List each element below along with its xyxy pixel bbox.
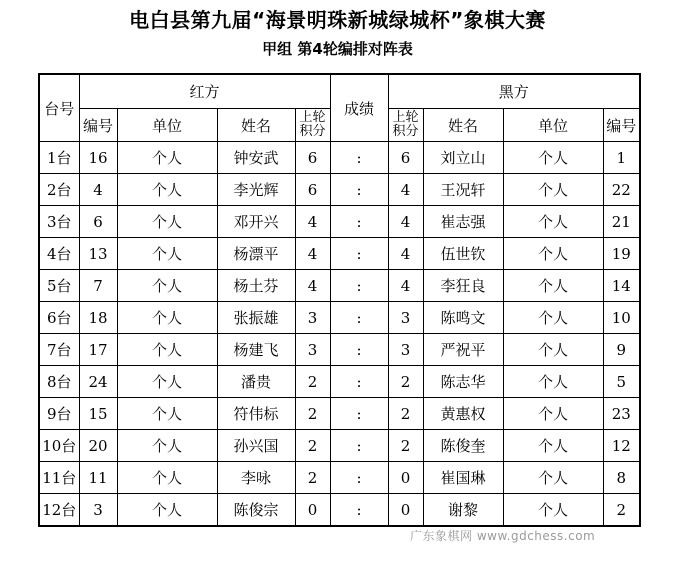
cell-red-number: 7 (79, 270, 117, 302)
cell-black-unit: 个人 (503, 398, 603, 430)
cell-black-name: 李狂良 (423, 270, 503, 302)
cell-black-prev-score: 4 (388, 174, 423, 206)
table-row (39, 366, 640, 398)
cell-red-number: 3 (79, 494, 117, 527)
cell-board: 10台 (39, 430, 79, 462)
header-red-unit: 单位 (117, 109, 217, 142)
cell-black-prev-score: 4 (388, 270, 423, 302)
cell-black-number: 23 (603, 398, 640, 430)
cell-red-unit: 个人 (117, 366, 217, 398)
watermark: 广东象棋网 www.gdchess.com (410, 529, 596, 543)
cell-board: 5台 (39, 270, 79, 302)
header-red-prev-score-line2: 积分 (299, 124, 326, 139)
cell-black-number: 2 (603, 494, 640, 527)
cell-red-name: 李光辉 (217, 174, 295, 206)
table-row (39, 142, 640, 174)
cell-black-number: 14 (603, 270, 640, 302)
cell-black-name: 严祝平 (423, 334, 503, 366)
cell-black-name: 崔志强 (423, 206, 503, 238)
cell-red-prev-score: 4 (295, 270, 330, 302)
cell-result: : (330, 174, 388, 206)
cell-red-name: 杨土芬 (217, 270, 295, 302)
cell-black-number: 21 (603, 206, 640, 238)
cell-board: 4台 (39, 238, 79, 270)
cell-red-name: 邓开兴 (217, 206, 295, 238)
cell-black-number: 12 (603, 430, 640, 462)
cell-red-name: 孙兴国 (217, 430, 295, 462)
cell-result: : (330, 494, 388, 527)
cell-red-number: 11 (79, 462, 117, 494)
cell-red-unit: 个人 (117, 238, 217, 270)
cell-black-unit: 个人 (503, 174, 603, 206)
cell-black-unit: 个人 (503, 334, 603, 366)
table-row (39, 302, 640, 334)
table-row (39, 462, 640, 494)
cell-black-name: 谢黎 (423, 494, 503, 527)
cell-red-prev-score: 0 (295, 494, 330, 527)
cell-black-name: 王况轩 (423, 174, 503, 206)
table-row (39, 430, 640, 462)
cell-black-unit: 个人 (503, 206, 603, 238)
page-subtitle: 甲组 第4轮编排对阵表 (262, 40, 413, 58)
cell-black-prev-score: 2 (388, 398, 423, 430)
cell-red-name: 杨漂平 (217, 238, 295, 270)
cell-board: 9台 (39, 398, 79, 430)
cell-black-number: 19 (603, 238, 640, 270)
cell-result: : (330, 398, 388, 430)
cell-black-prev-score: 0 (388, 494, 423, 527)
cell-result: : (330, 206, 388, 238)
cell-red-prev-score: 2 (295, 430, 330, 462)
header-red-number: 编号 (79, 109, 117, 142)
cell-black-number: 22 (603, 174, 640, 206)
header-black-unit: 单位 (503, 109, 603, 142)
header-black-prev-score-line2: 积分 (392, 124, 419, 139)
cell-board: 7台 (39, 334, 79, 366)
pairing-table (38, 73, 641, 527)
header-black-prev-score-line1: 上轮 (392, 110, 419, 125)
cell-result: : (330, 270, 388, 302)
cell-black-prev-score: 0 (388, 462, 423, 494)
cell-black-number: 5 (603, 366, 640, 398)
cell-red-prev-score: 2 (295, 366, 330, 398)
cell-result: : (330, 334, 388, 366)
cell-board: 8台 (39, 366, 79, 398)
cell-red-name: 陈俊宗 (217, 494, 295, 527)
header-board: 台号 (39, 74, 79, 142)
page-title: 电白县第九届“海景明珠新城绿城杯”象棋大赛 (129, 8, 546, 32)
cell-red-name: 符伟标 (217, 398, 295, 430)
cell-board: 12台 (39, 494, 79, 527)
cell-red-unit: 个人 (117, 142, 217, 174)
cell-board: 6台 (39, 302, 79, 334)
cell-red-number: 17 (79, 334, 117, 366)
cell-red-prev-score: 4 (295, 238, 330, 270)
cell-result: : (330, 238, 388, 270)
cell-red-number: 24 (79, 366, 117, 398)
cell-black-number: 8 (603, 462, 640, 494)
cell-black-name: 崔国琳 (423, 462, 503, 494)
cell-black-number: 9 (603, 334, 640, 366)
cell-black-unit: 个人 (503, 366, 603, 398)
cell-black-unit: 个人 (503, 142, 603, 174)
cell-red-prev-score: 2 (295, 398, 330, 430)
cell-red-unit: 个人 (117, 206, 217, 238)
cell-red-number: 15 (79, 398, 117, 430)
cell-black-number: 10 (603, 302, 640, 334)
cell-black-unit: 个人 (503, 430, 603, 462)
cell-result: : (330, 462, 388, 494)
cell-red-unit: 个人 (117, 430, 217, 462)
cell-black-unit: 个人 (503, 238, 603, 270)
header-red-side: 红方 (79, 74, 330, 109)
cell-black-name: 陈志华 (423, 366, 503, 398)
cell-black-name: 陈俊奎 (423, 430, 503, 462)
header-red-prev-score-line1: 上轮 (299, 110, 326, 125)
cell-black-prev-score: 3 (388, 334, 423, 366)
cell-black-name: 伍世钦 (423, 238, 503, 270)
table-row (39, 494, 640, 527)
header-result: 成绩 (330, 74, 388, 142)
cell-result: : (330, 302, 388, 334)
cell-red-name: 钟安武 (217, 142, 295, 174)
cell-black-prev-score: 4 (388, 238, 423, 270)
cell-black-prev-score: 3 (388, 302, 423, 334)
cell-black-prev-score: 2 (388, 366, 423, 398)
cell-red-unit: 个人 (117, 270, 217, 302)
cell-black-unit: 个人 (503, 494, 603, 527)
cell-board: 2台 (39, 174, 79, 206)
table-row (39, 270, 640, 302)
cell-red-unit: 个人 (117, 462, 217, 494)
cell-black-prev-score: 4 (388, 206, 423, 238)
cell-black-unit: 个人 (503, 270, 603, 302)
cell-result: : (330, 142, 388, 174)
header-red-prev-score (295, 109, 330, 142)
cell-red-unit: 个人 (117, 398, 217, 430)
cell-red-prev-score: 3 (295, 302, 330, 334)
table-row (39, 334, 640, 366)
cell-result: : (330, 430, 388, 462)
cell-red-prev-score: 3 (295, 334, 330, 366)
header-row-top (39, 74, 640, 109)
header-black-number: 编号 (603, 109, 640, 142)
cell-red-prev-score: 2 (295, 462, 330, 494)
table-row (39, 174, 640, 206)
cell-black-name: 黄惠权 (423, 398, 503, 430)
header-black-prev-score (388, 109, 423, 142)
cell-black-name: 陈鸣文 (423, 302, 503, 334)
header-red-name: 姓名 (217, 109, 295, 142)
table-row (39, 238, 640, 270)
cell-red-number: 4 (79, 174, 117, 206)
cell-red-name: 张振雄 (217, 302, 295, 334)
cell-red-name: 杨建飞 (217, 334, 295, 366)
cell-black-name: 刘立山 (423, 142, 503, 174)
cell-red-number: 13 (79, 238, 117, 270)
table-row (39, 206, 640, 238)
header-black-side: 黑方 (388, 74, 640, 109)
cell-red-number: 18 (79, 302, 117, 334)
table-row (39, 398, 640, 430)
cell-result: : (330, 366, 388, 398)
cell-red-name: 李咏 (217, 462, 295, 494)
cell-red-unit: 个人 (117, 174, 217, 206)
cell-red-prev-score: 4 (295, 206, 330, 238)
cell-board: 3台 (39, 206, 79, 238)
cell-black-prev-score: 6 (388, 142, 423, 174)
cell-black-number: 1 (603, 142, 640, 174)
cell-red-unit: 个人 (117, 494, 217, 527)
cell-red-prev-score: 6 (295, 174, 330, 206)
cell-red-unit: 个人 (117, 334, 217, 366)
cell-red-number: 6 (79, 206, 117, 238)
cell-board: 11台 (39, 462, 79, 494)
cell-black-prev-score: 2 (388, 430, 423, 462)
cell-red-number: 20 (79, 430, 117, 462)
cell-black-unit: 个人 (503, 302, 603, 334)
cell-board: 1台 (39, 142, 79, 174)
header-black-name: 姓名 (423, 109, 503, 142)
cell-red-prev-score: 6 (295, 142, 330, 174)
cell-red-number: 16 (79, 142, 117, 174)
cell-red-name: 潘贵 (217, 366, 295, 398)
cell-black-unit: 个人 (503, 462, 603, 494)
cell-red-unit: 个人 (117, 302, 217, 334)
